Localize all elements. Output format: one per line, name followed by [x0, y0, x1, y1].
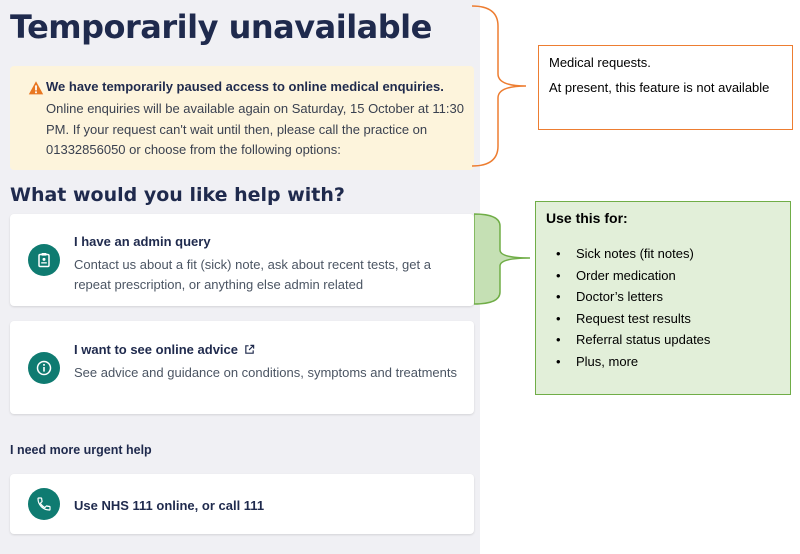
warning-callout — [10, 66, 474, 170]
clipboard-icon — [28, 244, 60, 276]
list-item: • Order medication — [546, 265, 780, 287]
nhs-111-card[interactable] — [10, 474, 474, 534]
orange-note-line-1: Medical requests. — [549, 55, 651, 70]
warning-title: We have temporarily paused access to online medical enquiries. — [46, 79, 444, 94]
orange-note-line-2: At present, this feature is not available — [549, 80, 770, 95]
page-title: Temporarily unavailable — [10, 8, 432, 46]
help-heading: What would you like help with? — [10, 184, 345, 206]
online-advice-title-text: I want to see online advice — [74, 342, 238, 357]
online-advice-card[interactable] — [10, 321, 474, 414]
phone-icon — [28, 488, 60, 520]
warning-icon — [28, 80, 44, 96]
list-item: • Referral status updates — [546, 329, 780, 351]
orange-brace — [470, 0, 532, 172]
green-annotation-note — [535, 201, 791, 395]
warning-body: Online enquiries will be available again on Saturday, 15 October at 11:30 PM. If your request can't wait until then, please call the practice on 01332856050 or choose from the following options: — [46, 101, 464, 157]
info-icon — [28, 352, 60, 384]
green-brace — [474, 212, 534, 306]
green-note-list — [546, 243, 780, 372]
list-item: • Request test results — [546, 308, 780, 330]
list-item: • Doctor’s letters — [546, 286, 780, 308]
green-note-title: Use this for: — [546, 210, 628, 226]
external-link-icon — [244, 344, 255, 355]
online-advice-description: See advice and guidance on conditions, symptoms and treatments — [74, 365, 458, 380]
online-advice-title — [74, 342, 255, 357]
admin-query-title: I have an admin query — [74, 234, 211, 249]
list-item: • Sick notes (fit notes) — [546, 243, 780, 265]
admin-query-description: Contact us about a fit (sick) note, ask about recent tests, get a repeat prescription, or anything else admin related — [74, 257, 431, 292]
nhs-111-title: Use NHS 111 online, or call 111 — [74, 498, 265, 513]
list-item: • Plus, more — [546, 351, 780, 373]
orange-annotation-note — [538, 45, 793, 130]
admin-query-card[interactable] — [10, 214, 474, 306]
urgent-help-label: I need more urgent help — [10, 443, 152, 457]
